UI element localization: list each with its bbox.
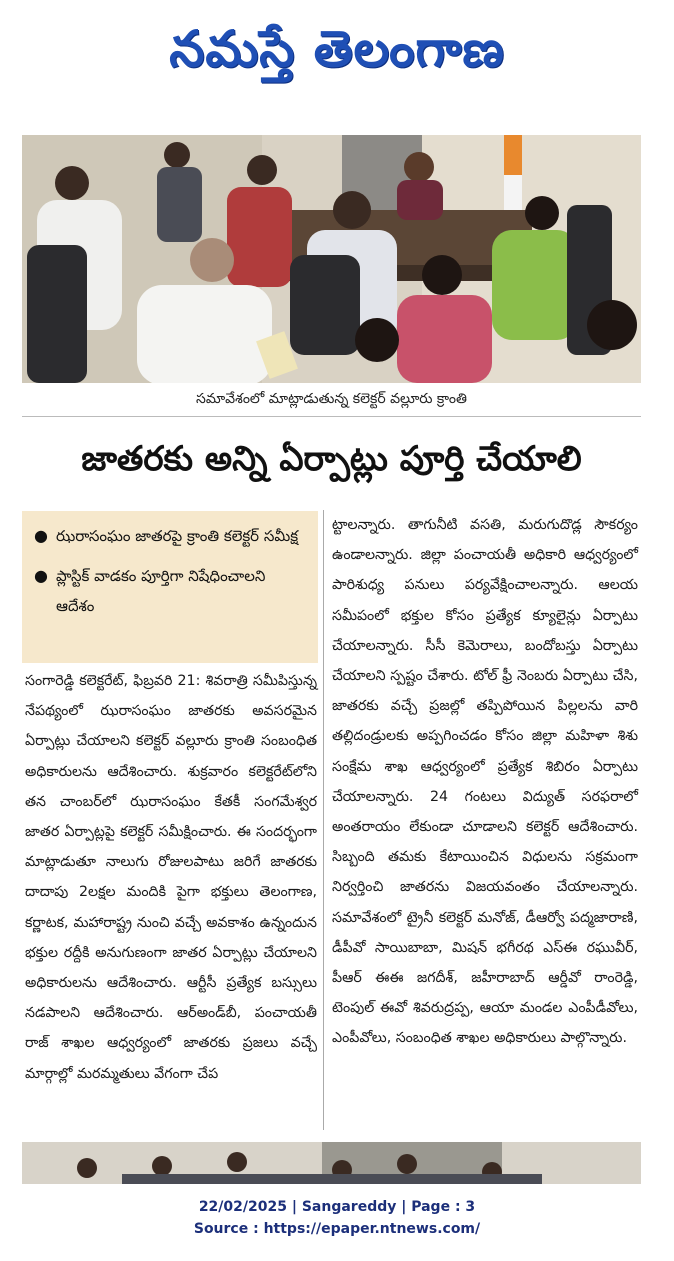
footer-source-line: Source : https://epaper.ntnews.com/ [193,1221,481,1237]
meeting-photo-illustration [22,135,641,383]
highlight-text: ఝరాసంఘం జాతరపై క్రాంతి కలెక్టర్‌ సమీక్ష [56,527,299,545]
article-right-column: ట్టాలన్నారు. తాగునీటి వసతి, మరుగుదొడ్ల సౌకర్యం ఉండాలన్నారు. జిల్లా పంచాయతీ అధికారి ఆధ్వర్యంలో పారిశుధ్య పనులు పర్యవేక్షించాలన్నారు. ఆలయ సమీపంలో భక్తుల కోసం ప్రత్యేక క్యూలైన్లు ఏర్పాటు చేయాలన్నారు. సీసీ కెమెరాలు, బందోబస్తు ఏర్పాటు చేయాలని స్పష్టం చేశారు. టోల్‌ ఫ్రీ నెంబరు ఏర్పాటు చేసి, జాతరకు వచ్చే ప్రజల్లో తప్పిపోయిన పిల్లలను వారి తల్లిదండ్రులకు అప్పగించడం కోసం జిల్లా మహిళా శిశు సంక్షేమ శాఖ ఆధ్వర్యంలో ప్రత్యేక శిబిరం ఏర్పాటు చేయాలన్నారు. 24 గంటలు విద్యుత్‌ సరఫరాలో అంతరాయం లేకుండా చూడాలని కలెక్టర్‌ ఆదేశించారు. సిబ్బంది తమకు కేటాయించిన విధులను సక్రమంగా నిర్వర్తించి జాతరను విజయవంతం చేయాలన్నారు. సమావేశంలో ట్రైనీ కలెక్టర్‌ మనోజ్‌, డీఆర్వో పద్మజారాణి, డీపీవో సాయిబాబా, మిషన్‌ భగీరథ ఎస్‌ఈ రఘువీర్‌, పీఆర్‌ ఈఈ జగదీశ్‌, జహీరాబాద్‌ ఆర్డీవో రాంరెడ్డి, టెంపుల్‌ ఈవో శివరుద్రప్ప, ఆయా మండల ఎంపీడీవోలు, ఎంపీవోలు, సంబంధిత శాఖల అధికారులు పాల్గొన్నారు. [332,517,638,1047]
bottom-photo-illustration [22,1142,641,1184]
masthead-title: నమస్తే తెలంగాణ [169,19,505,78]
headline: జాతరకు అన్ని ఏర్పాట్లు పూర్తి చేయాలి [81,439,582,479]
bottom-photo-strip [22,1142,641,1184]
bullet-icon: ● [34,526,48,545]
column-divider [323,510,324,1130]
article-left-column: సంగారెడ్డి కలెక్టరేట్‌, ఫిబ్రవరి 21: శివరాత్రి సమీపిస్తున్న నేపథ్యంలో ఝరాసంఘం జాతరకు అవసరమైన ఏర్పాట్లు చేయాలని కలెక్టర్‌ వల్లూరు క్రాంతి సంబంధిత అధికారులను ఆదేశించారు. శుక్రవారం కలెక్టరేట్‌లోని తన చాంబర్‌లో ఝరాసంఘం కేతకీ సంగమేశ్వర జాతర ఏర్పాట్లపై కలెక్టర్‌ సమీక్షించారు. ఈ సందర్భంగా మాట్లాడుతూ నాలుగు రోజులపాటు జరిగే జాతరకు దాదాపు 2లక్షల మందికి పైగా భక్తులు తెలంగాణ, కర్ణాటక, మహారాష్ట్ర నుంచి వచ్చే అవకాశం ఉన్నందున భక్తుల రద్దీకి అనుగుణంగా జాతర ఏర్పాట్లు చేయాలని అధికారులను ఆదేశించారు. ఆర్టీసీ ప్రత్యేక బస్సులు నడపాలని ఆదేశించారు. ఆర్‌అండ్‌బీ, పంచాయతీ రాజ్‌ శాఖల ఆధ్వర్యంలో జాతరకు ప్రజలు వచ్చే మార్గాల్లో మరమ్మతులు వేగంగా చేప [25,673,317,1082]
bullet-icon: ● [34,566,48,585]
meeting-photo [22,135,641,383]
photo-caption: సమావేశంలో మాట్లాడుతున్న కలెక్టర్‌ వల్లూరు క్రాంతి [22,385,641,417]
highlight-text: ప్లాస్టిక్‌ వాడకం పూర్తిగా నిషేధించాలని ఆదేశం [56,567,266,615]
highlights-box [22,511,318,663]
footer [0,1196,674,1240]
highlight-item [34,521,308,551]
highlight-item [34,561,308,621]
masthead [0,0,674,110]
footer-date-line: 22/02/2025 | Sangareddy | Page : 3 [198,1199,476,1215]
